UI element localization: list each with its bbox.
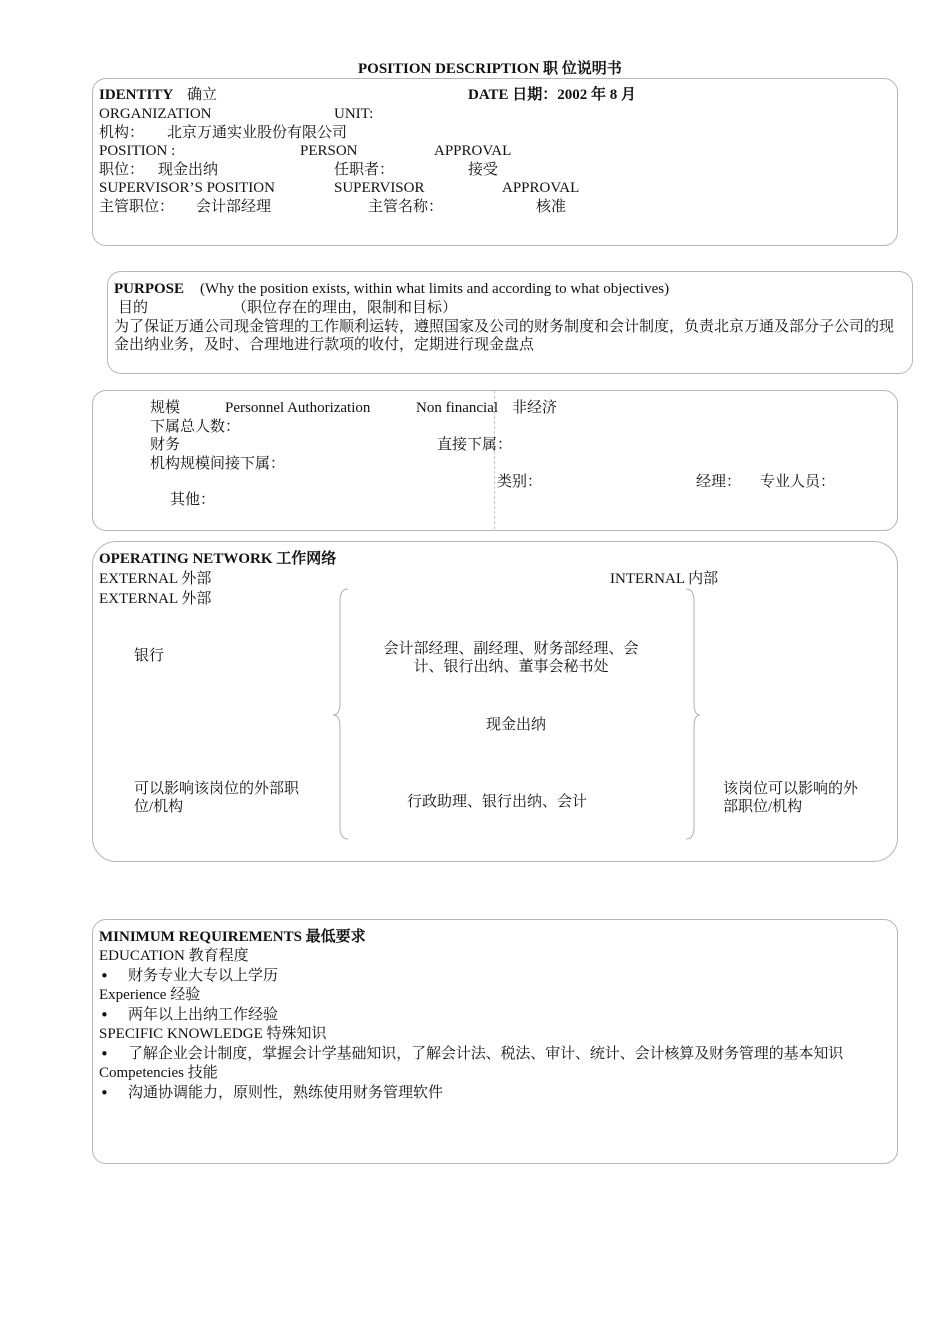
external-label-2: EXTERNAL 外部 bbox=[99, 591, 212, 607]
center-position-label: 现金出纳 bbox=[486, 715, 547, 733]
supervisor-label: SUPERVISOR bbox=[334, 180, 425, 196]
organization-label: ORGANIZATION bbox=[99, 106, 212, 122]
knowledge-label: SPECIFIC KNOWLEDGE 特殊知识 bbox=[99, 1026, 327, 1042]
finance-label: 财务 bbox=[150, 437, 181, 453]
non-financial-label-cn: 非经济 bbox=[512, 400, 558, 416]
competencies-label: Competencies 技能 bbox=[99, 1065, 218, 1081]
education-item: • 财务专业大专以上学历 bbox=[128, 967, 278, 985]
supervisor-position-label-cn: 主管职位： bbox=[99, 199, 175, 215]
page-title: POSITION DESCRIPTION 职 位说明书 bbox=[358, 61, 622, 77]
external-influencers-label: 可以影响该岗位的外部职位/机构 bbox=[134, 781, 300, 815]
left-brace bbox=[333, 589, 348, 839]
identity-heading-cn: 确立 bbox=[187, 87, 218, 103]
category-label: 类别： bbox=[497, 474, 543, 490]
identity-heading: IDENTITY bbox=[99, 87, 174, 103]
internal-contacts-bottom: 行政助理、银行出纳、会计 bbox=[407, 794, 588, 810]
personnel-authorization-label: Personnel Authorization bbox=[225, 400, 371, 416]
supervisor-position-value: 会计部经理 bbox=[196, 199, 272, 215]
total-subordinates-label: 下属总人数： bbox=[150, 419, 241, 435]
internal-label: INTERNAL 内部 bbox=[610, 571, 719, 587]
organization-value: 北京万通实业股份有限公司 bbox=[167, 125, 348, 141]
knowledge-item: • 了解企业会计制度，掌握会计学基础知识，了解会计法、税法、审计、统计、会计核算及财务管理的基本知识 bbox=[128, 1045, 843, 1063]
supervisor-label-cn: 主管名称： bbox=[368, 199, 444, 215]
external-label-1: EXTERNAL 外部 bbox=[99, 571, 212, 587]
unit-label: UNIT: bbox=[334, 106, 374, 122]
approval-label-cn: 接受 bbox=[468, 162, 499, 178]
position-label: POSITION : bbox=[99, 143, 176, 159]
education-label: EDUCATION 教育程度 bbox=[99, 948, 249, 964]
position-value: 现金出纳 bbox=[158, 162, 219, 178]
external-influenced-label: 该岗位可以影响的外部职位/机构 bbox=[723, 781, 859, 815]
purpose-heading-cn: 目的 bbox=[118, 300, 149, 316]
approval-label-2: APPROVAL bbox=[502, 180, 580, 196]
competencies-item: • 沟通协调能力，原则性，熟练使用财务管理软件 bbox=[128, 1084, 443, 1102]
other-label: 其他： bbox=[170, 492, 216, 508]
purpose-heading: PURPOSE bbox=[114, 281, 185, 297]
organization-label-cn: 机构： bbox=[99, 125, 145, 141]
requirements-heading: MINIMUM REQUIREMENTS 最低要求 bbox=[99, 929, 366, 945]
person-label-cn: 任职者： bbox=[334, 162, 395, 178]
professional-label: 专业人员： bbox=[760, 474, 836, 490]
direct-subordinates-label: 直接下属： bbox=[437, 437, 513, 453]
approval-label-2-cn: 核准 bbox=[536, 199, 567, 215]
supervisor-position-label: SUPERVISOR’S POSITION bbox=[99, 180, 275, 196]
person-label: PERSON bbox=[300, 143, 358, 159]
non-financial-label: Non financial bbox=[416, 400, 499, 416]
bank-label: 银行 bbox=[134, 648, 165, 664]
position-label-cn: 职位： bbox=[99, 162, 145, 178]
purpose-text: 为了保证万通公司现金管理的工作顺利运转，遵照国家及公司的财务制度和会计制度，负责北京万通及部分子公司的现金出纳业务，及时、合理地进行款项的收付，定期进行现金盘点 bbox=[114, 319, 895, 353]
purpose-subtitle-cn: （职位存在的理由，限制和目标） bbox=[232, 300, 458, 316]
scale-label: 规模 bbox=[150, 400, 181, 416]
internal-contacts-top: 会计部经理、副经理、财务部经理、会计、银行出纳、董事会秘书处 bbox=[383, 641, 639, 675]
experience-label: Experience 经验 bbox=[99, 987, 201, 1003]
right-brace bbox=[686, 589, 700, 839]
manager-label: 经理： bbox=[696, 474, 742, 490]
network-heading: OPERATING NETWORK 工作网络 bbox=[99, 551, 337, 567]
indirect-subordinates-label: 机构规模间接下属： bbox=[150, 456, 286, 472]
date-field: DATE 日期：2002 年 8 月 bbox=[468, 87, 637, 103]
experience-item: • 两年以上出纳工作经验 bbox=[128, 1006, 278, 1024]
purpose-subtitle: (Why the position exists, within what limits and according to what objectives) bbox=[200, 281, 670, 297]
approval-label: APPROVAL bbox=[434, 143, 512, 159]
